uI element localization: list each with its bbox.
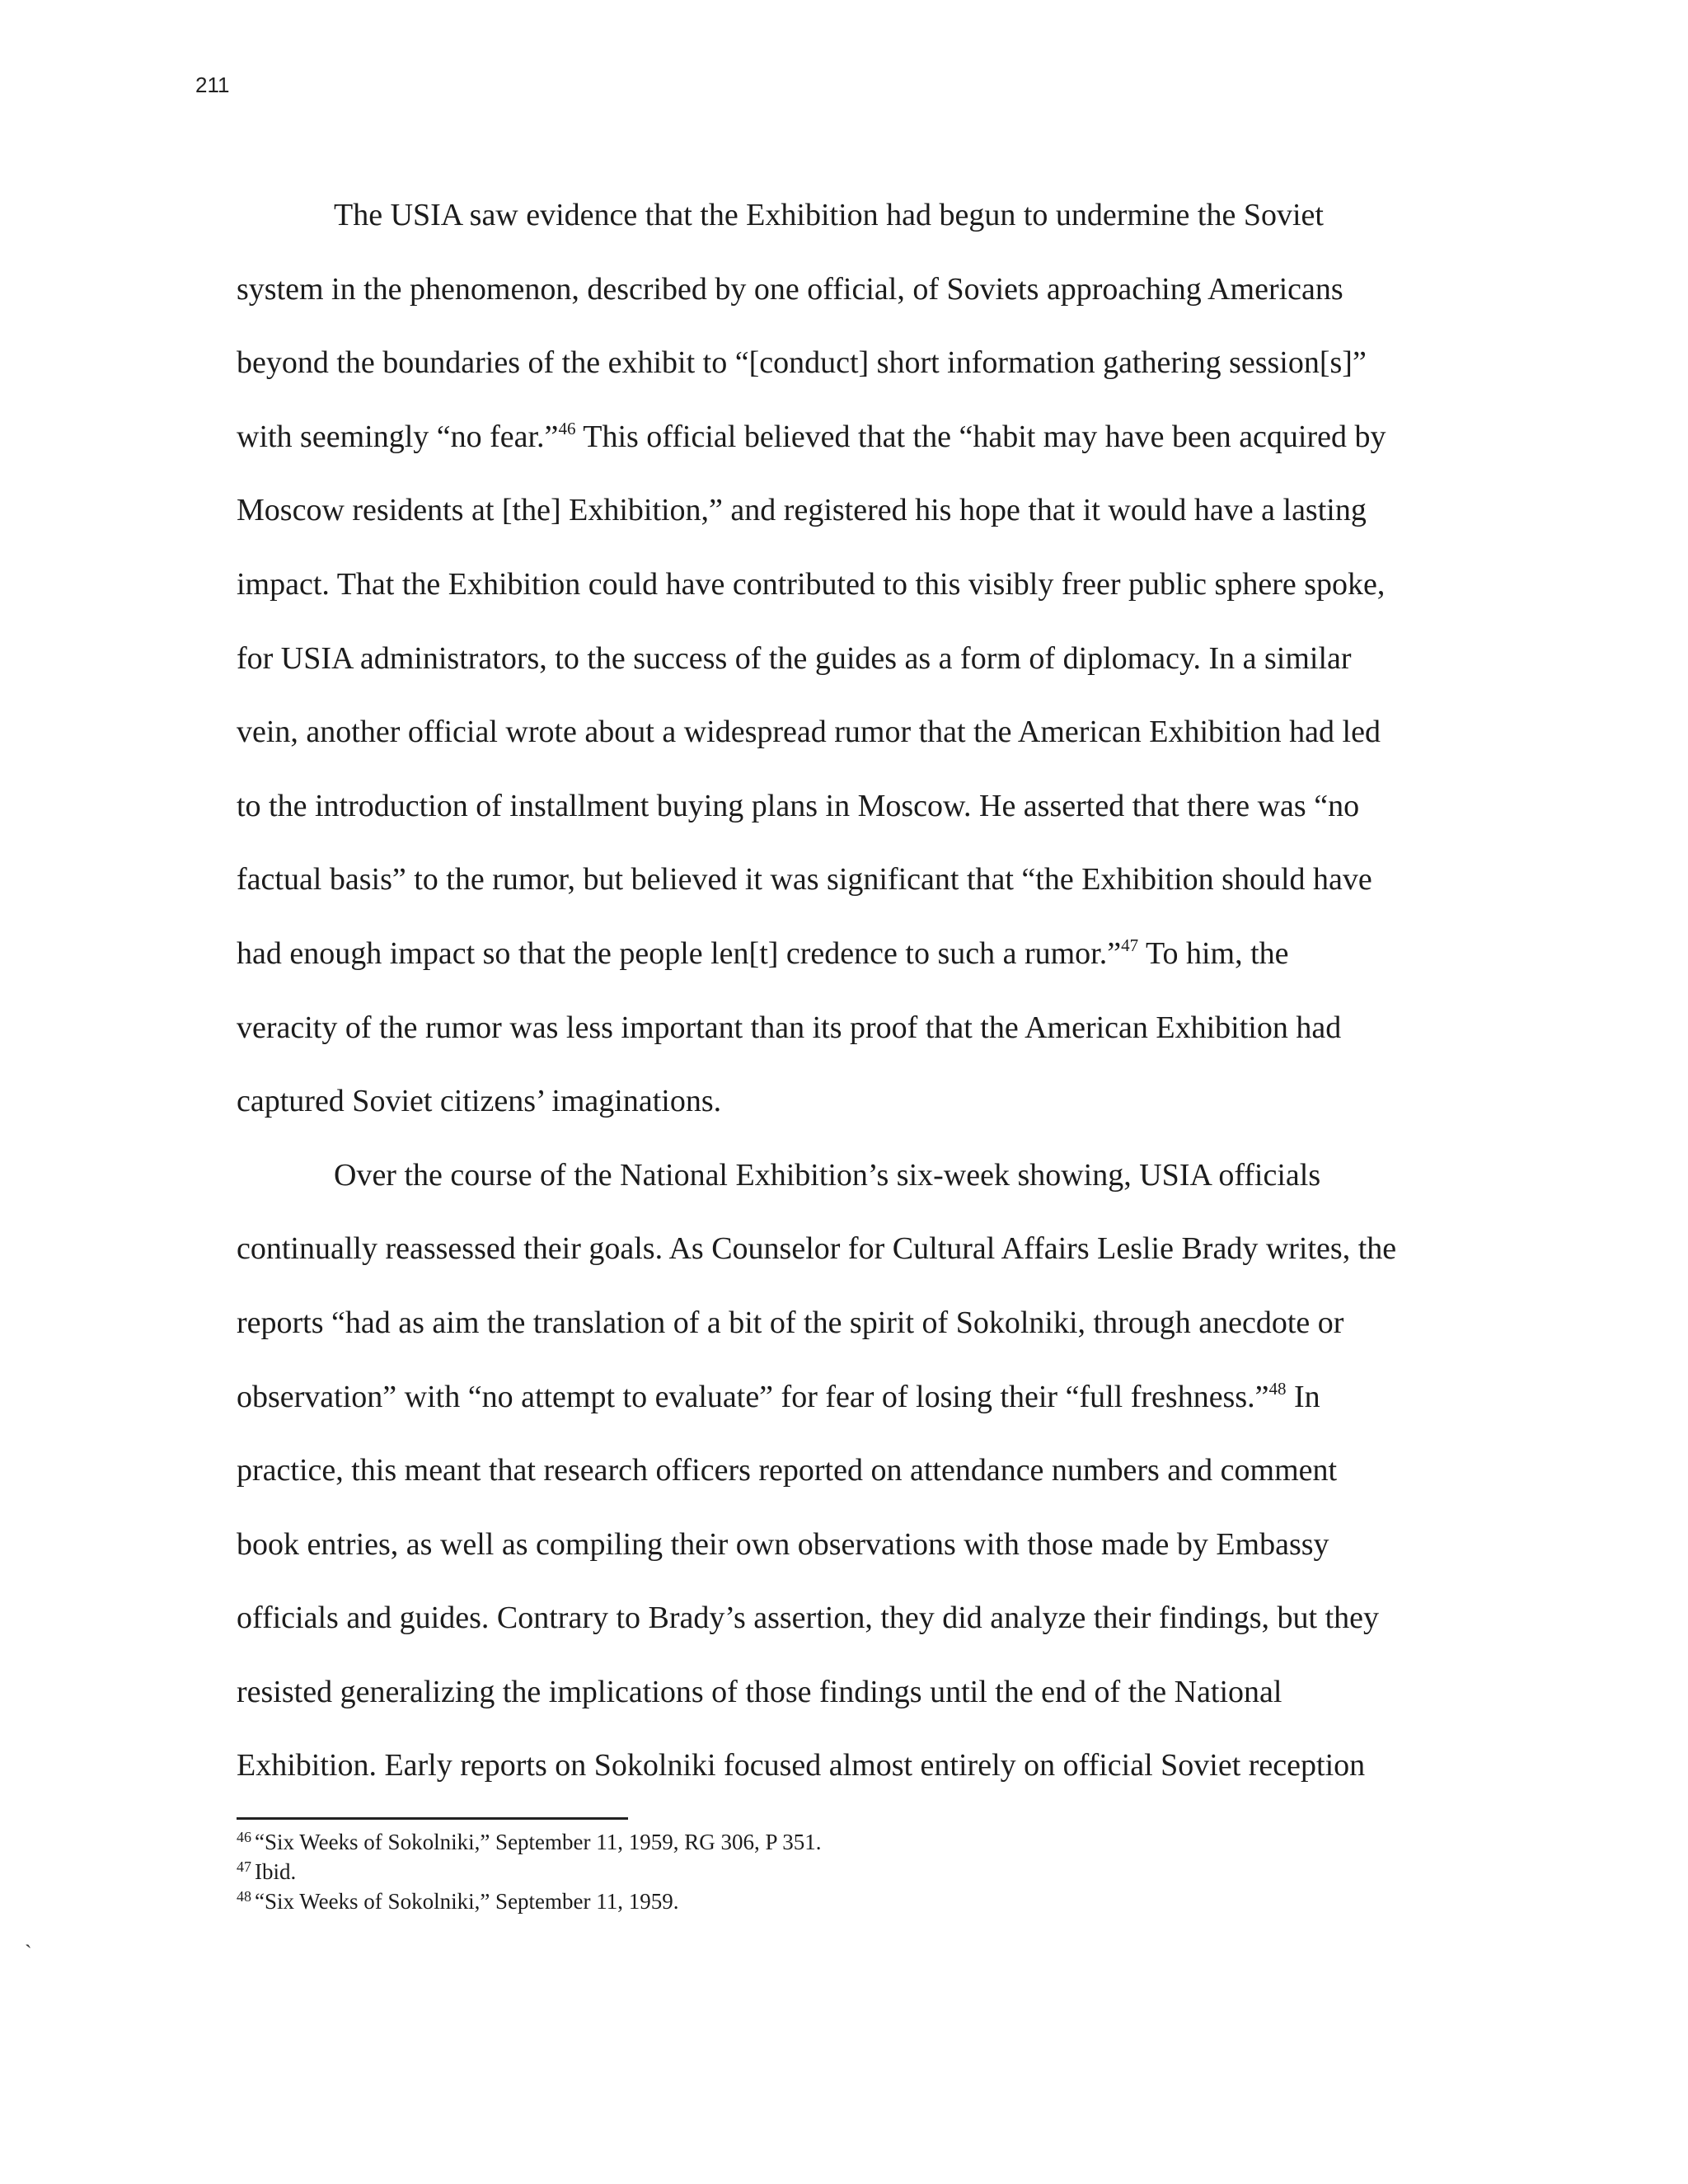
text-line: vein, another official wrote about a widespread rumor that the American Exhibition had led (237, 715, 1381, 750)
footnote-47 (237, 1857, 1456, 1886)
text-line: The USIA saw evidence that the Exhibition had begun to undermine the Soviet (334, 198, 1324, 232)
footnote-48 (237, 1886, 1456, 1916)
paragraph-1 (237, 189, 1456, 1149)
text-line: had enough impact so that the people len[t] credence to such a rumor.”$^{47}$ To him, the (237, 935, 1289, 971)
text-line: book entries, as well as compiling their own observations with those made by Embassy (237, 1526, 1329, 1562)
text-line: veracity of the rumor was less important than its proof that the American Exhibition had (237, 1010, 1342, 1045)
footnote-separator (237, 1817, 628, 1820)
text-line: for USIA administrators, to the success of the guides as a form of diplomacy. In a similar (237, 640, 1352, 676)
text-line: captured Soviet citizens’ imaginations. (237, 1084, 722, 1119)
paragraph-2 (237, 1149, 1456, 1813)
text-line: with seemingly “no fear.”$^{46}$ This official believed that the “habit may have been acquired by (237, 418, 1386, 454)
footnotes (237, 1827, 1456, 1916)
text-line: system in the phenomenon, described by one official, of Soviets approaching Americans (237, 271, 1343, 307)
footnote-text: “Six Weeks of Sokolniki,” September 11, 1959, RG 306, P 351. (255, 1830, 822, 1854)
text-line: reports “had as aim the translation of a bit of the spirit of Sokolniki, through anecdote or (237, 1305, 1344, 1340)
text-line: observation” with “no attempt to evaluate” for fear of losing their “full freshness.”$^{48}$ In (237, 1378, 1320, 1414)
stray-mark: ` (25, 1941, 32, 1965)
footnote-46 (237, 1827, 1456, 1857)
text-line: resisted generalizing the implications of those findings until the end of the National (237, 1674, 1282, 1709)
footnote-number: 48 (237, 1888, 251, 1905)
footnote-number: 46 (237, 1829, 251, 1845)
footnote-text: Ibid. (255, 1859, 297, 1884)
page-number: 211 (195, 73, 230, 97)
text-line: impact. That the Exhibition could have contributed to this visibly freer public sphere spoke, (237, 566, 1386, 602)
text-line: Moscow residents at [the] Exhibition,” and registered his hope that it would have a lasting (237, 493, 1367, 528)
footnote-number: 47 (237, 1858, 251, 1875)
text-line: Exhibition. Early reports on Sokolniki focused almost entirely on official Soviet reception (237, 1748, 1366, 1783)
footnote-text: “Six Weeks of Sokolniki,” September 11, 1959. (255, 1889, 679, 1914)
text-line: to the introduction of installment buying plans in Moscow. He asserted that there was “no (237, 788, 1360, 823)
footnote-reference[interactable]: 47 (1121, 935, 1139, 955)
text-line: officials and guides. Contrary to Brady’s assertion, they did analyze their findings, but they (237, 1601, 1379, 1636)
footnote-reference[interactable]: 48 (1268, 1378, 1287, 1399)
text-line: factual basis” to the rumor, but believed it was significant that “the Exhibition should have (237, 862, 1372, 898)
text-line: beyond the boundaries of the exhibit to “[conduct] short information gathering session[s]” (237, 345, 1367, 381)
text-line: continually reassessed their goals. As Counselor for Cultural Affairs Leslie Brady writes, the (237, 1231, 1397, 1267)
footnote-reference[interactable]: 46 (558, 418, 576, 438)
body-text (237, 189, 1456, 1813)
text-line: Over the course of the National Exhibition’s six-week showing, USIA officials (334, 1157, 1321, 1193)
text-line: practice, this meant that research officers reported on attendance numbers and comment (237, 1453, 1338, 1488)
